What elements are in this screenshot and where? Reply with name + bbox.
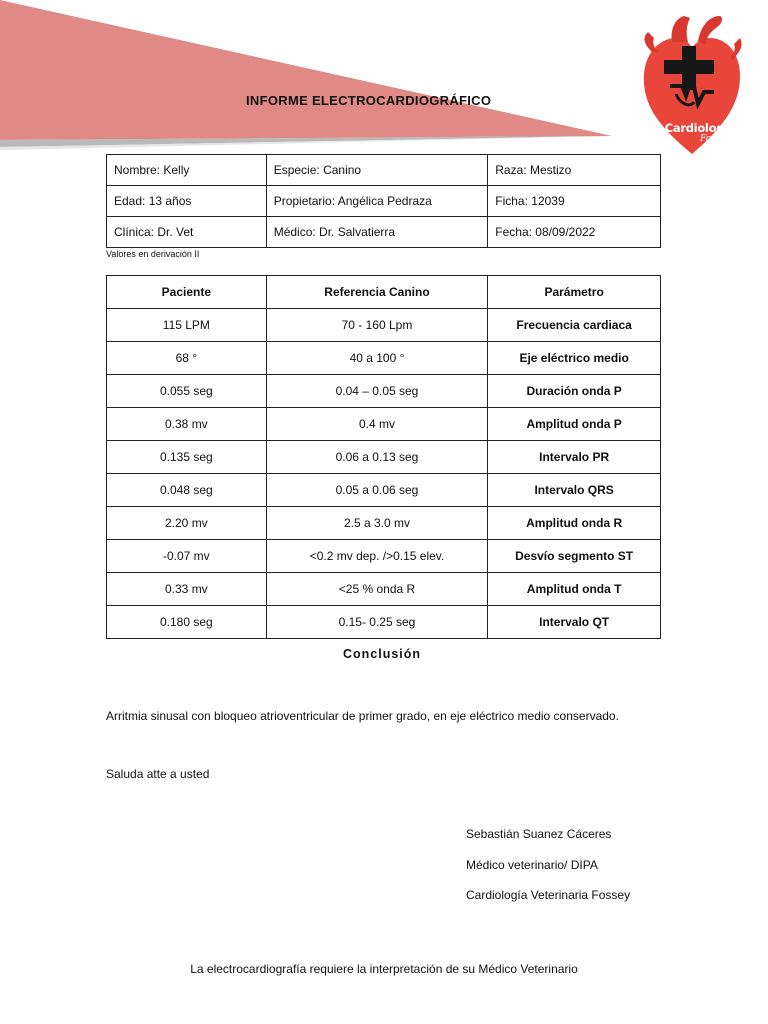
patient-file: Ficha: 12039 xyxy=(488,186,661,217)
signature-role: Médico veterinario/ DIPA xyxy=(466,858,598,872)
reference-value: <25 % onda R xyxy=(266,573,488,606)
patient-value: -0.07 mv xyxy=(107,540,267,573)
patient-info-table xyxy=(106,154,661,248)
table-header-row xyxy=(107,276,661,309)
table-row xyxy=(107,606,661,639)
parameter-name: Intervalo QRS xyxy=(488,474,661,507)
reference-value: 0.4 mv xyxy=(266,408,488,441)
reference-value: <0.2 mv dep. />0.15 elev. xyxy=(266,540,488,573)
signature-organization: Cardiología Veterinaria Fossey xyxy=(466,888,631,902)
table-row xyxy=(107,155,661,186)
patient-age: Edad: 13 años xyxy=(107,186,267,217)
table-row xyxy=(107,217,661,248)
reference-value: 40 a 100 ° xyxy=(266,342,488,375)
parameter-name: Eje eléctrico medio xyxy=(488,342,661,375)
patient-breed: Raza: Mestizo xyxy=(488,155,661,186)
header-banner xyxy=(0,0,640,160)
parameter-name: Duración onda P xyxy=(488,375,661,408)
parameter-name: Amplitud onda P xyxy=(488,408,661,441)
reference-value: 70 - 160 Lpm xyxy=(266,309,488,342)
logo-text: Cardiología xyxy=(664,121,736,135)
conclusion-title: Conclusión xyxy=(343,647,422,661)
parameter-name: Frecuencia cardiaca xyxy=(488,309,661,342)
patient-value: 0.055 seg xyxy=(107,375,267,408)
patient-value: 115 LPM xyxy=(107,309,267,342)
ecg-values-table xyxy=(106,275,661,639)
table-row xyxy=(107,573,661,606)
patient-doctor: Médico: Dr. Salvatierra xyxy=(266,217,488,248)
logo-subtext: Fossey xyxy=(700,134,731,144)
reference-value: 2.5 a 3.0 mv xyxy=(266,507,488,540)
patient-value: 0.180 seg xyxy=(107,606,267,639)
patient-owner: Propietario: Angélica Pedraza xyxy=(266,186,488,217)
signature-name: Sebastián Suanez Cáceres xyxy=(466,827,612,841)
patient-value: 0.135 seg xyxy=(107,441,267,474)
column-header: Parámetro xyxy=(488,276,661,309)
table-row xyxy=(107,474,661,507)
patient-value: 0.048 seg xyxy=(107,474,267,507)
table-row xyxy=(107,342,661,375)
patient-date: Fecha: 08/09/2022 xyxy=(488,217,661,248)
greeting: Saluda atte a usted xyxy=(106,767,210,781)
column-header: Referencia Canino xyxy=(266,276,488,309)
reference-value: 0.04 – 0.05 seg xyxy=(266,375,488,408)
table-row xyxy=(107,309,661,342)
patient-clinic: Clínica: Dr. Vet xyxy=(107,217,267,248)
table-row xyxy=(107,540,661,573)
patient-species: Especie: Canino xyxy=(266,155,488,186)
patient-value: 0.38 mv xyxy=(107,408,267,441)
patient-name: Nombre: Kelly xyxy=(107,155,267,186)
patient-value: 0.33 mv xyxy=(107,573,267,606)
values-note: Valores en derivación II xyxy=(106,249,200,259)
table-row xyxy=(107,441,661,474)
table-row xyxy=(107,408,661,441)
reference-value: 0.15- 0.25 seg xyxy=(266,606,488,639)
column-header: Paciente xyxy=(107,276,267,309)
table-row xyxy=(107,507,661,540)
parameter-name: Amplitud onda R xyxy=(488,507,661,540)
footer-note: La electrocardiografía requiere la interpretación de su Médico Veterinario xyxy=(190,962,578,976)
parameter-name: Desvío segmento ST xyxy=(488,540,661,573)
table-row xyxy=(107,186,661,217)
parameter-name: Intervalo QT xyxy=(488,606,661,639)
reference-value: 0.06 a 0.13 seg xyxy=(266,441,488,474)
patient-value: 68 ° xyxy=(107,342,267,375)
table-row xyxy=(107,375,661,408)
reference-value: 0.05 a 0.06 seg xyxy=(266,474,488,507)
parameter-name: Amplitud onda T xyxy=(488,573,661,606)
report-title: INFORME ELECTROCARDIOGRÁFICO xyxy=(246,93,492,108)
conclusion-text: Arritmia sinusal con bloqueo atrioventricular de primer grado, en eje eléctrico medio conservado. xyxy=(106,709,619,723)
patient-value: 2.20 mv xyxy=(107,507,267,540)
parameter-name: Intervalo PR xyxy=(488,441,661,474)
